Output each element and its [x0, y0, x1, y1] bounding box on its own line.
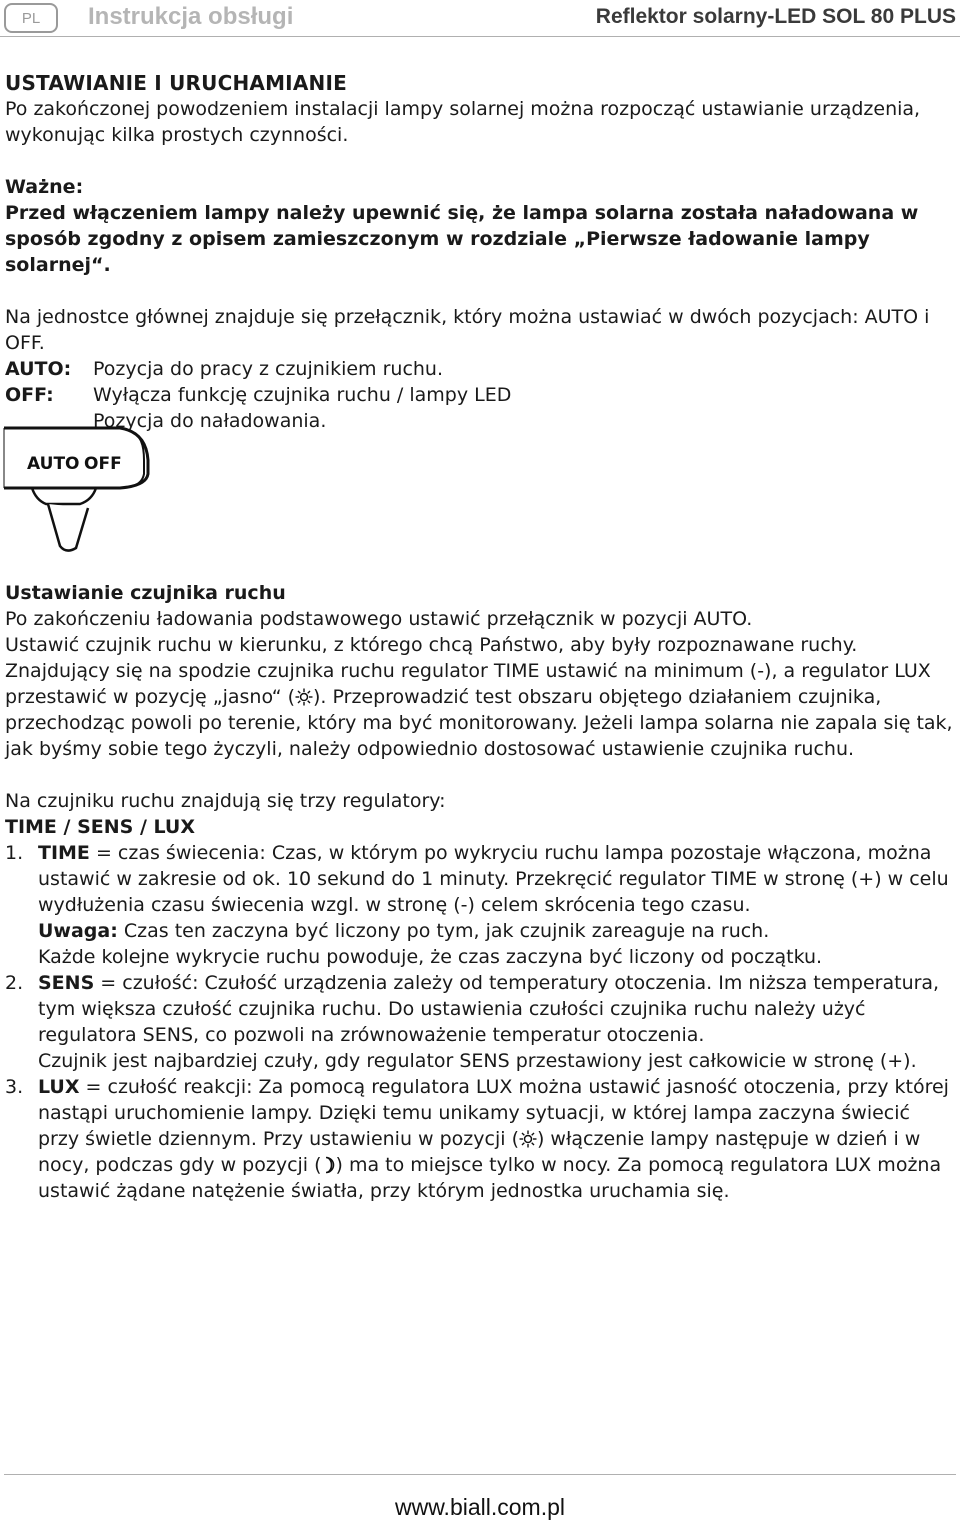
lux-term: LUX: [38, 1076, 80, 1098]
time-note-label: Uwaga:: [38, 920, 118, 942]
controls-intro: Na czujniku ruchu znajdują się trzy regulatory:: [5, 790, 446, 812]
lux-text-c: ) ma to miejsce tylko w nocy. Za pomocą regulatora LUX można ustawić żądane natężenie światła, przy którym jednostka uruchamia się.: [38, 1154, 942, 1202]
sensor-p3-a: Znajdujący się na spodzie czujnika ruchu regulator TIME ustawić na minimum (-), a regulator LUX przestawić w pozycję „jasno“ (: [5, 660, 931, 708]
switch-off-label: OFF: [84, 454, 122, 474]
list-item-sens: [5, 970, 955, 1074]
sun-icon: [295, 688, 313, 706]
website-url: www.biall.com.pl: [395, 1494, 565, 1520]
off-desc-1: Wyłącza funkcję czujnika ruchu / lampy LED: [93, 384, 512, 406]
sensor-p1: Po zakończeniu ładowania podstawowego ustawić przełącznik w pozycji AUTO.: [5, 608, 753, 630]
sens-note: Czujnik jest najbardziej czuły, gdy regulator SENS przestawiony jest całkowicie w stronę (+).: [38, 1050, 917, 1072]
switch-intro: Na jednostce głównej znajduje się przełącznik, który można ustawiać w dwóch pozycjach: AUTO i OFF.: [5, 306, 930, 354]
manual-title: Instrukcja obsługi: [88, 3, 294, 30]
time-text: = czas świecenia: Czas, w którym po wykryciu ruchu lampa pozostaje włączona, można ustawić w zakresie od ok. 10 sekund do 1 minuty. Przekręcić regulator TIME w stronę (+) w celu wydłużenia czasu świecenia wzgl. w stronę (-) celem skrócenia tego czasu.: [38, 842, 949, 916]
sensor-p3: [5, 658, 955, 762]
setup-intro: Po zakończonej powodzeniem instalacji lampy solarnej można rozpocząć ustawianie urządzenia, wykonując kilka prostych czynności.: [5, 98, 921, 146]
list-item-lux: [5, 1074, 955, 1204]
auto-definition: [5, 356, 955, 382]
switch-illustration: [2, 426, 152, 554]
time-note-2: Każde kolejne wykrycie ruchu powoduje, że czas zaczyna być liczony od początku.: [38, 946, 823, 968]
important-text: Przed włączeniem lampy należy upewnić się, że lampa solarna została naładowana w sposób zgodny z opisem zamieszczonym w rozdziale „Pierwsze ładowanie lampy solarnej“.: [5, 202, 919, 276]
header-divider: [0, 36, 960, 37]
list-number: 2.: [5, 972, 24, 994]
switch-base: [32, 488, 96, 504]
list-number: 1.: [5, 842, 24, 864]
moon-icon: [322, 1156, 336, 1174]
lux-text-a: = czułość reakcji: Za pomocą regulatora LUX można ustawić jasność otoczenia, przy której nastąpi uruchomienie lampy. Dzięki temu unikamy sytuacji, w której lampa zaczyna świecić przy świetle dziennym. Przy ustawieniu w pozycji (: [38, 1076, 949, 1150]
off-term: OFF:: [5, 384, 54, 406]
sensor-p2: Ustawić czujnik ruchu w kierunku, z którego chcą Państwo, aby były rozpoznawane ruchy.: [5, 634, 858, 656]
auto-desc: Pozycja do pracy z czujnikiem ruchu.: [93, 358, 444, 380]
sun-icon: [519, 1130, 537, 1148]
auto-term: AUTO:: [5, 358, 72, 380]
important-label: Ważne:: [5, 176, 84, 198]
product-name: Reflektor solarny-LED SOL 80 PLUS: [595, 5, 956, 28]
time-term: TIME: [38, 842, 90, 864]
switch-lever: [48, 504, 88, 551]
sens-text: = czułość: Czułość urządzenia zależy od temperatury otoczenia. Im niższa temperatura, tym większa czułość czujnika ruchu. Do ustawienia czułości czujnika ruchu należy użyć regulatora SENS, co pozwoli na zrównoważenie temperatur otoczenia.: [38, 972, 940, 1046]
sensor-heading: Ustawianie czujnika ruchu: [5, 582, 286, 604]
lux-text-b: ) włączenie lampy następuje w dzień i w nocy, podczas gdy w pozycji (: [38, 1128, 921, 1176]
language-badge: PL: [4, 3, 58, 33]
time-note-text: Czas ten zaczyna być liczony po tym, jak czujnik zareaguje na ruch.: [117, 920, 770, 942]
setup-heading: USTAWIANIE I URUCHAMIANIE: [5, 71, 347, 95]
sensor-section: [5, 580, 955, 1204]
list-item-time: [5, 840, 955, 970]
footer-divider: [4, 1474, 956, 1475]
sens-term: SENS: [38, 972, 95, 994]
sensor-p3-b: ). Przeprowadzić test obszaru objętego działaniem czujnika, przechodząc powoli po terenie, który ma być monitorowany. Jeżeli lampa solarna nie zapala się tak, jak byśmy sobie tego życzyli, należy odpowiednio dostosować ustawienie czujnika ruchu.: [5, 686, 953, 760]
off-desc-2: Pozycja do naładowania.: [93, 410, 327, 432]
page-header: [0, 0, 960, 40]
controls-list: TIME / SENS / LUX: [5, 816, 196, 838]
list-number: 3.: [5, 1076, 24, 1098]
switch-auto-label: AUTO: [27, 454, 80, 474]
setup-section: [5, 70, 955, 434]
